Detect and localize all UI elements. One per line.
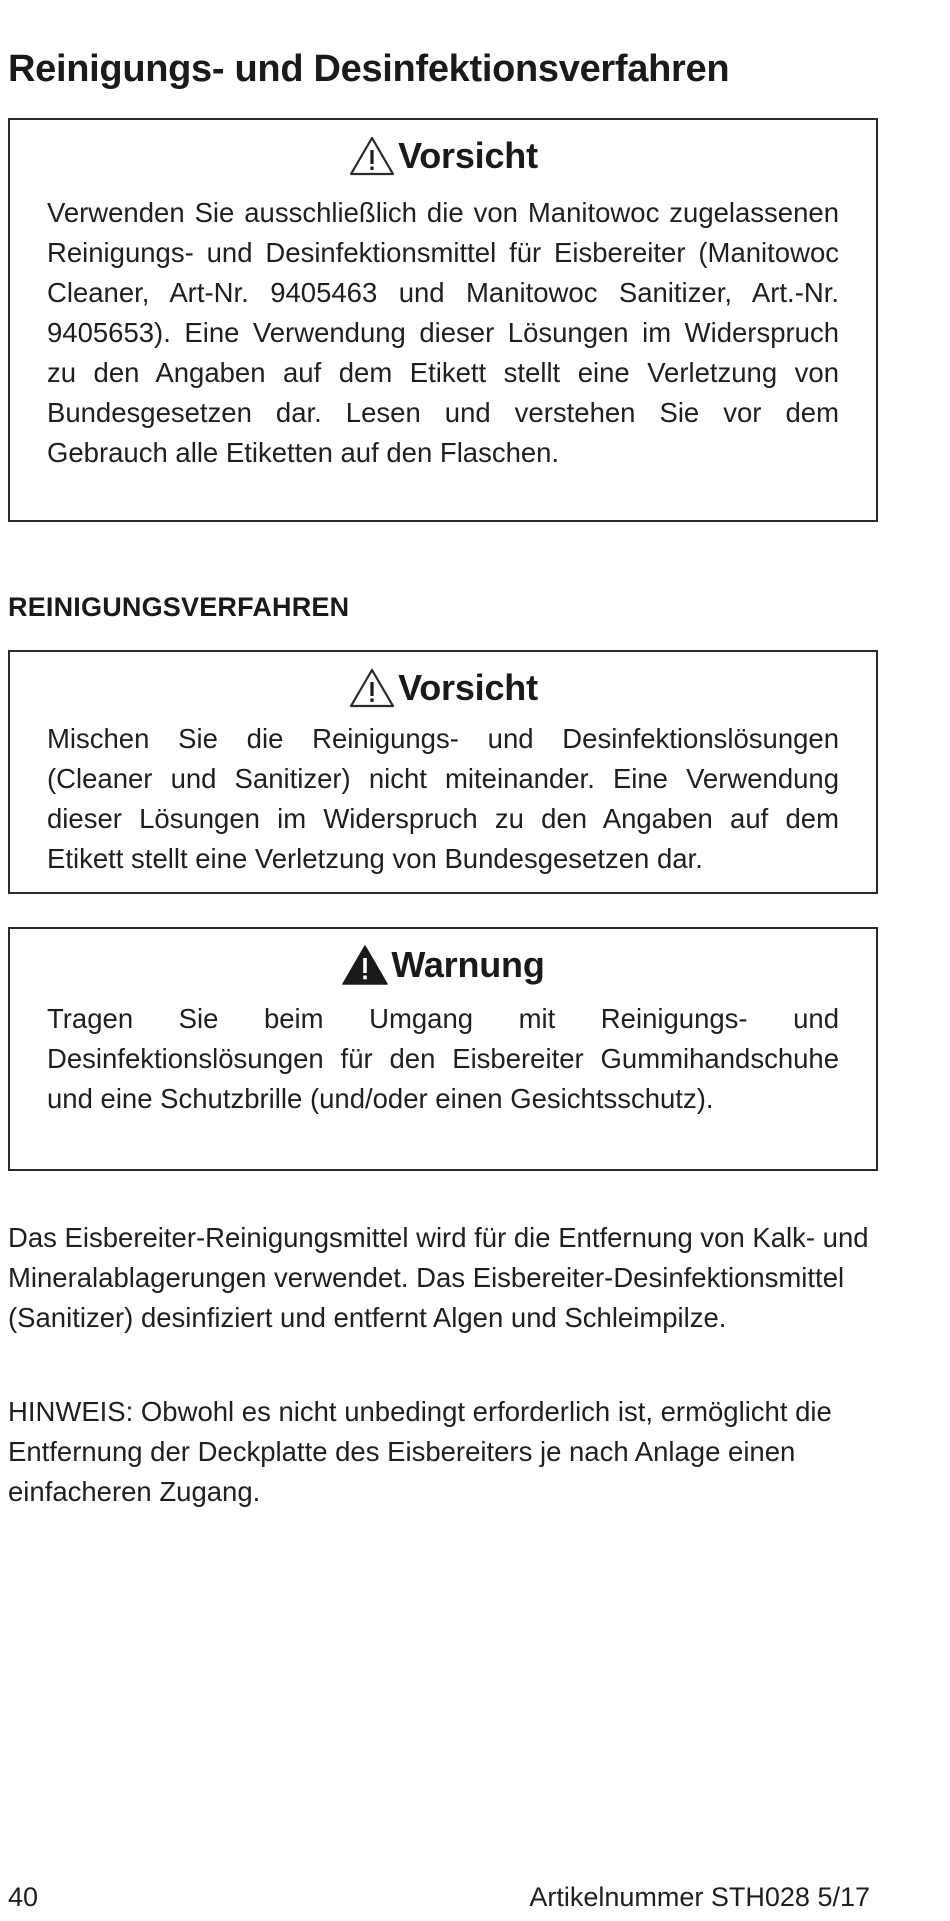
caution-box-cleaning-agents [8, 118, 878, 522]
body-paragraph-note: HINWEIS: Obwohl es nicht unbedingt erforderlich ist, ermöglicht die Entfernung der Deckplatte des Eisbereiters je nach Anlage einen einfacheren Zugang. [8, 1396, 832, 1507]
caution-outline-triangle-icon [348, 667, 396, 709]
caution-text: Mischen Sie die Reinigungs- und Desinfektionslösungen (Cleaner und Sanitizer) nicht miteinander. Eine Verwendung dieser Lösungen im Widerspruch zu den Angaben auf dem Etikett stellt eine Verletzung von Bundesgesetzen dar. [47, 723, 839, 874]
caution-box-mixing [8, 650, 878, 894]
warning-filled-triangle-icon [341, 944, 389, 986]
section-heading: REINIGUNGSVERFAHREN [8, 592, 350, 622]
caution-header [47, 126, 839, 186]
document-reference: Artikelnummer STH028 5/17 [529, 1882, 870, 1912]
warning-label: Warnung [391, 944, 545, 985]
warning-box-protection [8, 927, 878, 1171]
caution-label: Vorsicht [398, 667, 538, 708]
warning-header [47, 935, 839, 995]
body-paragraph-agents: Das Eisbereiter-Reinigungsmittel wird für die Entfernung von Kalk- und Mineralablagerungen verwendet. Das Eisbereiter-Desinfektionsmittel (Sanitizer) desinfiziert und entfernt Algen und Schleimpilze. [8, 1222, 869, 1333]
caution-text: Verwenden Sie ausschließlich die von Manitowoc zugelassenen Reinigungs- und Desinfektionsmittel für Eisbereiter (Manitowoc Cleaner, Art-Nr. 9405463 und Manitowoc Sanitizer, Art.-Nr. 9405653). Eine Verwendung dieser Lösungen im Widerspruch zu den Angaben auf dem Etikett stellt eine Verletzung von Bundesgesetzen dar. Lesen und verstehen Sie vor dem Gebrauch alle Etiketten auf den Flaschen. [47, 197, 839, 468]
caution-outline-triangle-icon [348, 135, 396, 177]
warning-text: Tragen Sie beim Umgang mit Reinigungs- und Desinfektionslösungen für den Eisbereiter Gummihandschuhe und eine Schutzbrille (und/oder einen Gesichtsschutz). [47, 1003, 839, 1114]
caution-label: Vorsicht [398, 135, 538, 176]
page-number: 40 [8, 1882, 39, 1912]
page-title: Reinigungs- und Desinfektionsverfahren [8, 48, 730, 90]
caution-header [47, 658, 839, 718]
